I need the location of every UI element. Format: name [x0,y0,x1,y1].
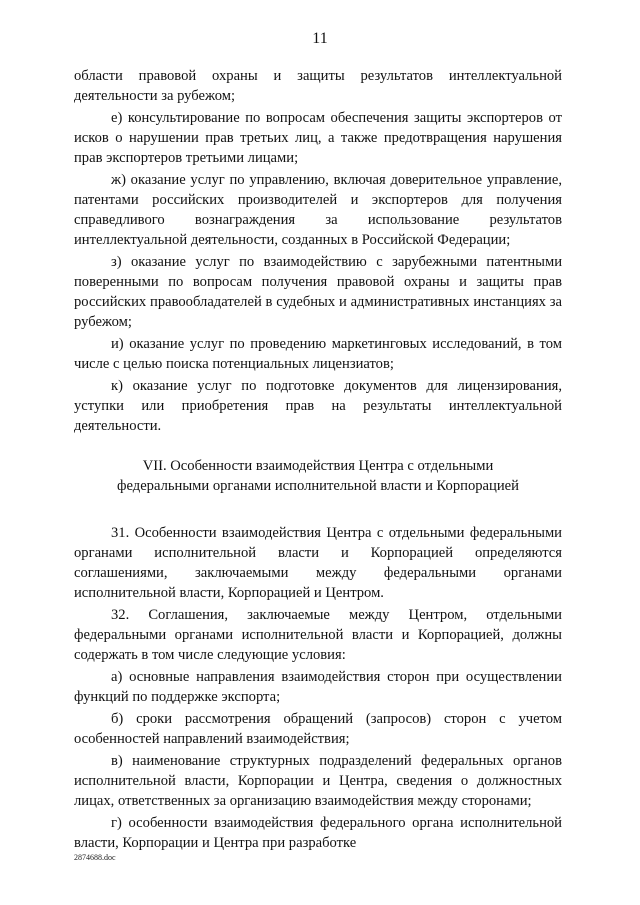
paragraph-item-i: и) оказание услуг по проведению маркетинговых исследований, в том числе с целью поиска потенциальных лицензиатов; [74,336,562,372]
paragraph-item-z: з) оказание услуг по взаимодействию с зарубежными патентными поверенными по вопросам получения правовой охраны и защиты прав российских правообладателей в судебных и административных инстанциях за рубежом; [74,254,562,330]
paragraph-item-g: г) особенности взаимодействия федерального органа исполнительной власти, Корпорации и Центра при разработке [74,815,562,851]
page-number: 11 [312,30,328,47]
document-body [74,66,562,855]
paragraph-31: 31. Особенности взаимодействия Центра с отдельными федеральными органами исполнительной власти и Корпорацией определяются соглашениями, заключаемыми между федеральными органами исполнительной власти, Корпорацией и Центром. [74,525,562,601]
paragraph-continuation: области правовой охраны и защиты результатов интеллектуальной деятельности за рубежом; [74,68,562,104]
section-heading [74,456,562,496]
section-heading-line2: федеральными органами исполнительной власти и Корпорацией [117,478,519,494]
paragraph-item-a: а) основные направления взаимодействия сторон при осуществлении функций по поддержке экспорта; [74,669,562,705]
paragraph-item-b: б) сроки рассмотрения обращений (запросов) сторон с учетом особенностей направлений взаимодействия; [74,711,562,747]
paragraph-item-zh: ж) оказание услуг по управлению, включая доверительное управление, патентами российских производителей и экспортеров для получения справедливого вознаграждения за использование результатов интеллектуальной деятельности, созданных в Российской Федерации; [74,172,562,248]
paragraph-32: 32. Соглашения, заключаемые между Центром, отдельными федеральными органами исполнительной власти и Корпорацией, должны содержать в том числе следующие условия: [74,607,562,663]
paragraph-item-k: к) оказание услуг по подготовке документов для лицензирования, уступки или приобретения прав на результаты интеллектуальной деятельности. [74,378,562,434]
paragraph-item-v: в) наименование структурных подразделений федеральных органов исполнительной власти, Корпорации и Центра, сведения о должностных лицах, ответственных за организацию взаимодействия между сторонами; [74,753,562,809]
footer-filename: 2874688.doc [74,853,116,862]
paragraph-item-e: е) консультирование по вопросам обеспечения защиты экспортеров от исков о нарушении прав третьих лиц, а также предотвращения нарушения прав экспортеров третьими лицами; [74,110,562,166]
section-heading-line1: VII. Особенности взаимодействия Центра с отдельными [142,458,494,474]
